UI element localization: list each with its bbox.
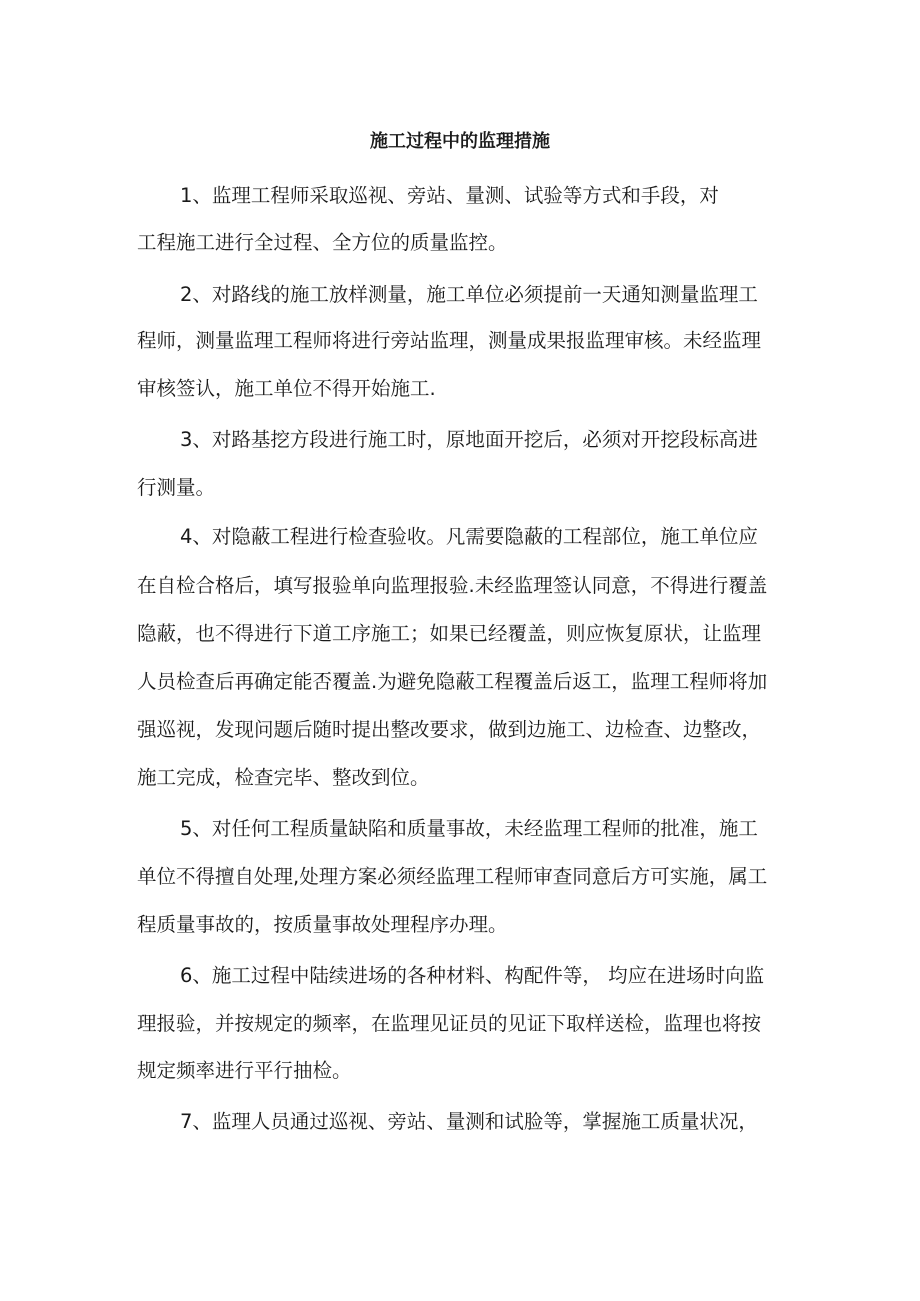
paragraph-2-line-2: 程师，测量监理工程师将进行旁站监理，测量成果报监理审核。未经监理 xyxy=(137,329,762,352)
paragraph-4-line-4: 人员检查后再确定能否覆盖.为避免隐蔽工程覆盖后返工，监理工程师将加 xyxy=(137,670,768,693)
paragraph-7-line-1: 7、监理人员通过巡视、旁站、量测和试脸等，掌握施工质量状况， xyxy=(180,1110,758,1133)
paragraph-3-line-2: 行测量。 xyxy=(137,476,216,499)
paragraph-5-line-2: 单位不得擅自处理,处理方案必须经监理工程师审查同意后方可实施，属工 xyxy=(137,865,768,888)
paragraph-4-line-1: 4、对隐蔽工程进行检查验收。凡需要隐蔽的工程部位，施工单位应 xyxy=(180,525,758,548)
paragraph-4-line-6: 施工完成，检查完毕、整改到位。 xyxy=(137,766,430,789)
paragraph-4-line-3: 隐蔽，也不得进行下道工序施工；如果已经覆盖，则应恢复原状，让监理 xyxy=(137,622,762,645)
paragraph-6-line-3: 规定频率进行平行抽检。 xyxy=(137,1059,352,1082)
paragraph-1-line-1: 1、监理工程师采取巡视、旁站、量测、试验等方式和手段，对 xyxy=(180,184,719,207)
paragraph-6-line-2: 理报验，并按规定的频率，在监理见证员的见证下取样送检，监理也将按 xyxy=(137,1012,762,1035)
paragraph-5-line-3: 程质量事故的，按质量事故处理程序办理。 xyxy=(137,913,508,936)
paragraph-1-line-2: 工程施工进行全过程、全方位的质量监控。 xyxy=(137,231,508,254)
paragraph-3-line-1: 3、对路基挖方段进行施工时，原地面开挖后，必须对开挖段标高进 xyxy=(180,428,758,451)
paragraph-6-line-1: 6、施工过程中陆续进场的各种材料、构配件等， 均应在进场时向监 xyxy=(180,964,765,987)
paragraph-4-line-5: 强巡视，发现问题后随时提出整改要求，做到边施工、边检查、边整改， xyxy=(137,718,762,741)
paragraph-4-line-2: 在自检合格后，填写报验单向监理报验.未经监理签认同意，不得进行覆盖 xyxy=(137,574,768,597)
paragraph-5-line-1: 5、对任何工程质量缺陷和质量事故，未经监理工程师的批准，施工 xyxy=(180,817,758,840)
paragraph-2-line-1: 2、对路线的施工放样测量，施工单位必须提前一天通知测量监理工 xyxy=(180,283,758,306)
paragraph-2-line-3: 审核签认，施工单位不得开始施工. xyxy=(137,377,436,400)
document-title: 施工过程中的监理措施 xyxy=(370,131,550,152)
